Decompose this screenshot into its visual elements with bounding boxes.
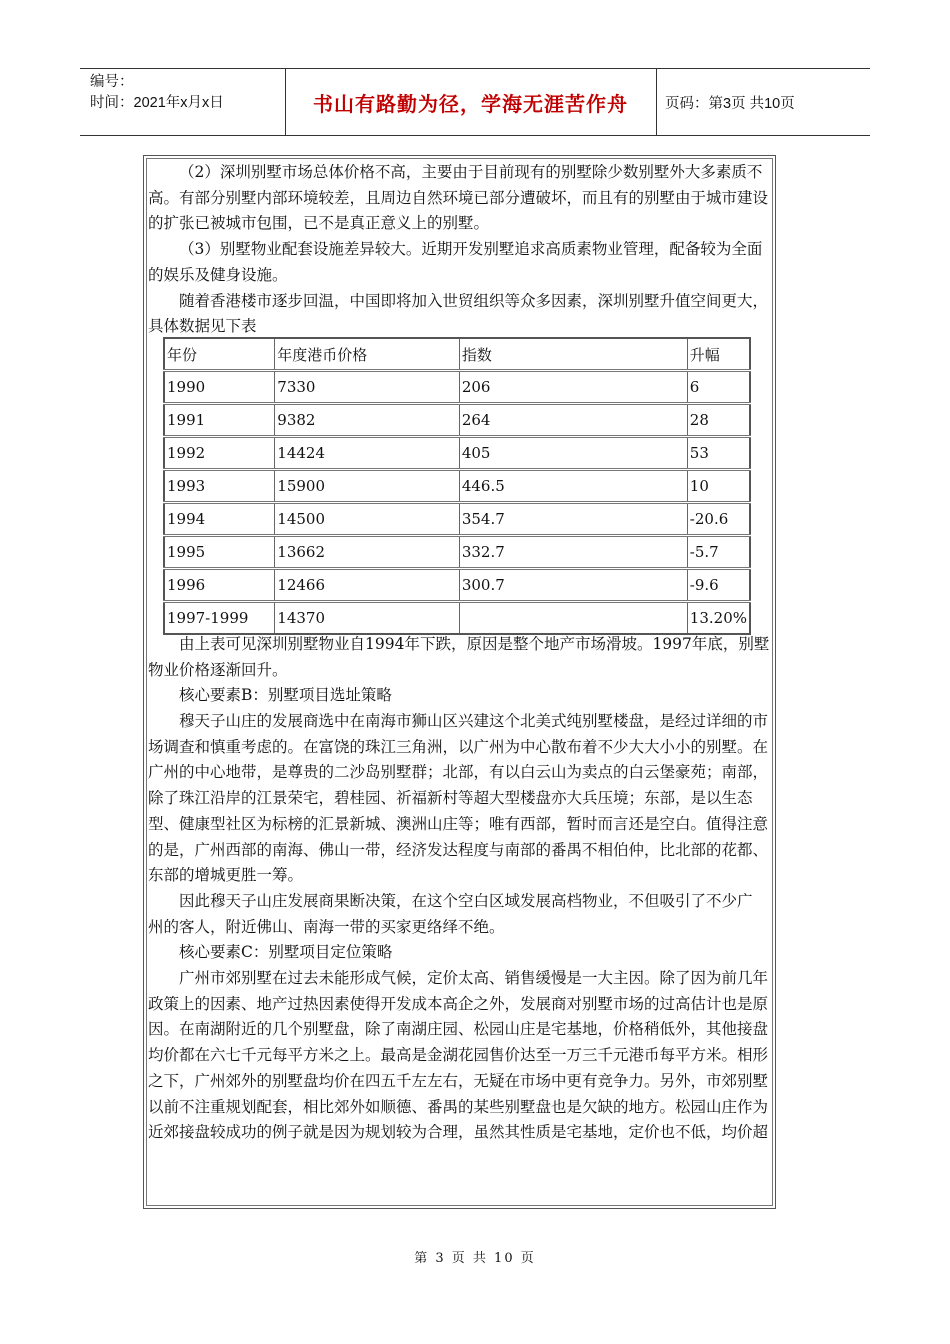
header-motto: 书山有路勤为径，学海无涯苦作舟 xyxy=(313,92,628,116)
document-body xyxy=(148,160,770,1146)
table-header-cell: 年度港币价格 xyxy=(275,338,460,371)
table-cell: 1995 xyxy=(164,536,275,569)
table-cell: 9382 xyxy=(275,404,460,437)
table-cell: 1993 xyxy=(164,470,275,503)
table-cell: 6 xyxy=(687,371,750,404)
table-cell: 14500 xyxy=(275,503,460,536)
table-cell: 10 xyxy=(687,470,750,503)
table-cell: 1992 xyxy=(164,437,275,470)
table-cell: 15900 xyxy=(275,470,460,503)
section-heading: 核心要素B：别墅项目选址策略 xyxy=(179,686,392,705)
table-cell: 12466 xyxy=(275,569,460,602)
header-top-rule xyxy=(80,68,870,69)
table-cell: 1994 xyxy=(164,503,275,536)
table-cell: -20.6 xyxy=(687,503,750,536)
paragraph: 因此穆天子山庄发展商果断决策，在这个空白区域发展高档物业，不但吸引了不少广 xyxy=(179,891,753,910)
table-header-cell: 指数 xyxy=(459,338,687,371)
table-cell: 1990 xyxy=(164,371,275,404)
doc-id-label: 编号： xyxy=(90,74,134,90)
table-cell: 354.7 xyxy=(459,503,687,536)
table-cell: 1997-1999 xyxy=(164,602,275,635)
paragraph: （2）深圳别墅市场总体价格不高，主要由于目前现有的别墅除少数别墅外大多素质不高。有部分别墅内部环境较差，且周边自然环境已部分遭破坏，而且有的别墅由于城市建设的扩张已被城市包围，已不是真正意义上的别墅。 xyxy=(148,163,769,233)
table-cell: 53 xyxy=(687,437,750,470)
table-row xyxy=(164,404,750,437)
doc-date-label: 时间：2021年x月x日 xyxy=(90,95,224,111)
table-cell: 13.20% xyxy=(687,602,750,635)
table-row xyxy=(164,569,750,602)
paragraph: 由上表可见深圳别墅物业自1994年下跌，原因是整个地产市场滑坡。1997年底，别墅物业价格逐渐回升。 xyxy=(148,634,770,679)
table-cell: 14370 xyxy=(275,602,460,635)
table-row xyxy=(164,503,750,536)
section-heading: 核心要素C：别墅项目定位策略 xyxy=(179,943,393,962)
table-cell: 264 xyxy=(459,404,687,437)
header-meta xyxy=(90,72,224,114)
table-cell: 405 xyxy=(459,437,687,470)
table-header-cell: 年份 xyxy=(164,338,275,371)
table-row xyxy=(164,602,750,635)
paragraph: 随着香港楼市逐步回温，中国即将加入世贸组织等众多因素，深圳别墅升值空间更大，具体数据见下表 xyxy=(148,291,769,336)
price-index-table xyxy=(163,337,751,635)
table-header-row xyxy=(164,338,750,371)
table-cell: 7330 xyxy=(275,371,460,404)
table-cell: 28 xyxy=(687,404,750,437)
header-bottom-rule xyxy=(80,135,870,136)
paragraph: 广州市郊别墅在过去未能形成气候，定价太高、销售缓慢是一大主因。除了因为前几年政策上的因素、地产过热因素使得开发成本高企之外，发展商对别墅市场的过高估计也是原因。在南湖附近的几个别墅盘，除了南湖庄园、松园山庄是宅基地，价格稍低外，其他接盘均价都在六七千元每平方米之上。最高是金湖花园售价达至一万三千元港币每平方米。相形之下，广州郊外的别墅盘均价在四五千左左右，无疑在市场中更有竞争力。另外，市郊别墅以前不注重规划配套，相比郊外如顺德、番禺的某些别墅盘也是欠缺的地方。松园山庄作为近郊接盘较成功的例子就是因为规划较为合理，虽然其性质是宅基地，定价也不低，均价超 xyxy=(148,969,769,1142)
table-row xyxy=(164,536,750,569)
table-cell: -5.7 xyxy=(687,536,750,569)
paragraph: 穆天子山庄的发展商选中在南海市狮山区兴建这个北美式纯别墅楼盘，是经过详细的市场调查和慎重考虑的。在富饶的珠江三角洲，以广州为中心散布着不少大大小小的别墅。在广州的中心地带，是尊贵的二沙岛别墅群；北部，有以白云山为卖点的白云堡豪苑；南部，除了珠江沿岸的江景荣宅，碧桂园、祈福新村等超大型楼盘亦大兵压境；东部，是以生态型、健康型社区为标榜的汇景新城、澳洲山庄等；唯有西部，暂时而言还是空白。值得注意的是，广州西部的南海、佛山一带，经济发达程度与南部的番禺不相伯仲，比北部的花都、东部的增城更胜一筹。 xyxy=(148,712,769,885)
table-cell: 13662 xyxy=(275,536,460,569)
header-divider xyxy=(656,68,657,135)
table-header-cell: 升幅 xyxy=(687,338,750,371)
footer-page-number: 第 3 页 共 10 页 xyxy=(414,1251,536,1266)
table-row xyxy=(164,437,750,470)
table-cell: 300.7 xyxy=(459,569,687,602)
paragraph: （3）别墅物业配套设施差异较大。近期开发别墅追求高质素物业管理，配备较为全面的娱乐及健身设施。 xyxy=(148,240,763,284)
table-cell: 446.5 xyxy=(459,470,687,503)
table-cell: 1996 xyxy=(164,569,275,602)
table-row xyxy=(164,371,750,404)
table-cell xyxy=(459,602,687,635)
table-cell: -9.6 xyxy=(687,569,750,602)
table-row xyxy=(164,470,750,503)
table-cell: 1991 xyxy=(164,404,275,437)
header-page-number: 页码：第3页 共10页 xyxy=(665,96,795,112)
paragraph: 州的客人，附近佛山、南海一带的买家更络绎不绝。 xyxy=(148,917,505,936)
table-cell: 14424 xyxy=(275,437,460,470)
table-cell: 206 xyxy=(459,371,687,404)
table-cell: 332.7 xyxy=(459,536,687,569)
